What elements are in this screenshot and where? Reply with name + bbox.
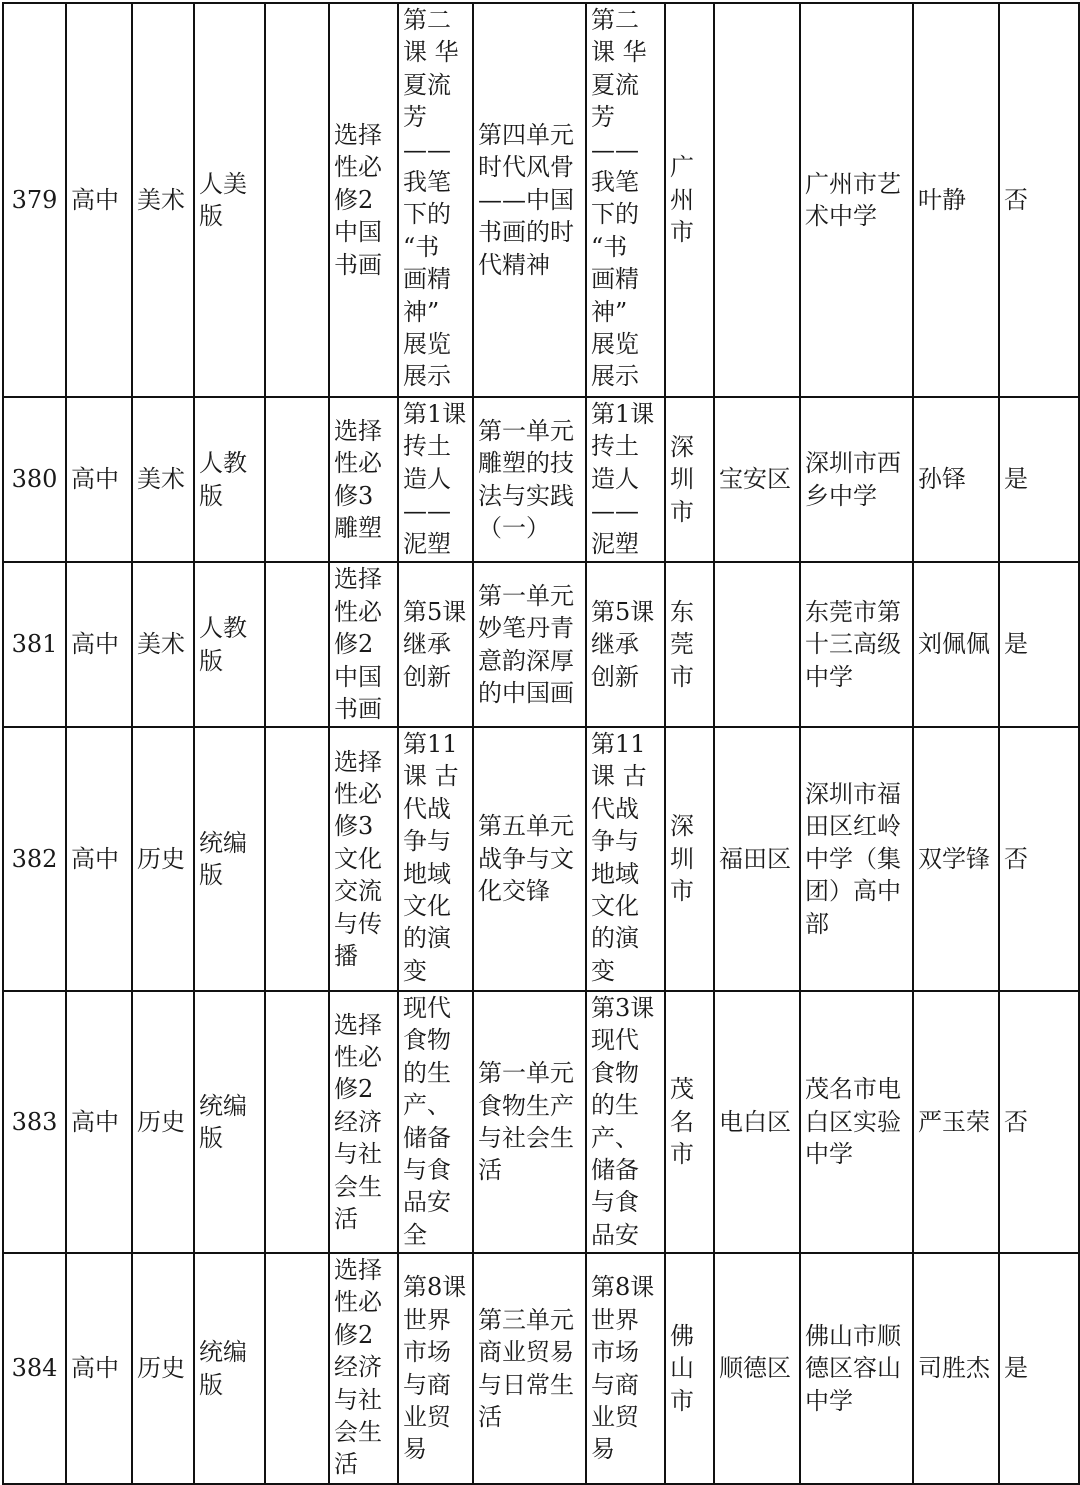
- teacher-name-cell: [913, 3, 999, 397]
- lesson-title-repeat-cell: [586, 1253, 665, 1484]
- subject-text: 美术: [137, 185, 185, 214]
- textbook-edition-cell: [194, 991, 265, 1253]
- unit-title-cell: [473, 727, 586, 991]
- city-cell: [665, 562, 714, 727]
- school-name-text: 佛山市顺 德区容山 中学: [805, 1321, 901, 1415]
- school-name-cell: [800, 1253, 913, 1484]
- textbook-volume-text: 选择 性必 修3 文化 交流 与传 播: [334, 747, 382, 971]
- textbook-volume-text: 选择 性必 修2 中国 书画: [334, 565, 382, 724]
- subject-text: 历史: [137, 1107, 185, 1136]
- lesson-title-cell: [398, 562, 473, 727]
- table-row: [3, 562, 1079, 727]
- lesson-title-cell: [398, 3, 473, 397]
- textbook-volume-cell: [329, 1253, 398, 1484]
- subject-text: 美术: [137, 465, 185, 494]
- status-flag-text: 否: [1004, 185, 1028, 214]
- table-row: [3, 397, 1079, 562]
- status-flag-cell: [999, 3, 1079, 397]
- district-text: 福田区: [719, 844, 791, 873]
- subject-cell: [132, 562, 194, 727]
- empty-cell: [265, 727, 329, 991]
- textbook-volume-cell: [329, 991, 398, 1253]
- school-stage-cell: [66, 727, 132, 991]
- status-flag-cell: [999, 1253, 1079, 1484]
- lesson-title-cell: [398, 991, 473, 1253]
- school-name-cell: [800, 3, 913, 397]
- serial-number-cell: [3, 3, 66, 397]
- table-body: [3, 3, 1079, 1484]
- subject-cell: [132, 3, 194, 397]
- teacher-name-text: 刘佩佩: [918, 630, 990, 659]
- school-stage-text: 高中: [71, 1354, 119, 1383]
- unit-title-cell: [473, 1253, 586, 1484]
- unit-title-cell: [473, 991, 586, 1253]
- empty-cell: [265, 562, 329, 727]
- school-stage-text: 高中: [71, 465, 119, 494]
- lesson-title-repeat-cell: [586, 397, 665, 562]
- lesson-title-text: 第二 课 华 夏流 芳 —— 我笔 下的 “书 画精 神” 展览 展示: [403, 6, 459, 391]
- textbook-volume-cell: [329, 397, 398, 562]
- district-cell: [714, 727, 800, 991]
- subject-cell: [132, 991, 194, 1253]
- lesson-title-text: 第1课 抟土 造人 —— 泥塑: [403, 400, 467, 558]
- lesson-title-repeat-text: 第二 课 华 夏流 芳 —— 我笔 下的 “书 画精 神” 展览 展示: [591, 6, 647, 391]
- serial-number-text: 381: [11, 630, 58, 659]
- unit-title-text: 第一单元 雕塑的技 法与实践 （一）: [478, 416, 574, 542]
- subject-cell: [132, 727, 194, 991]
- unit-title-cell: [473, 397, 586, 562]
- teacher-name-text: 孙铎: [918, 465, 966, 494]
- textbook-edition-cell: [194, 562, 265, 727]
- city-text: 深 圳 市: [670, 432, 694, 526]
- status-flag-cell: [999, 562, 1079, 727]
- lesson-title-repeat-text: 第8课 世界 市场 与商 业贸 易: [591, 1273, 655, 1464]
- lesson-title-cell: [398, 727, 473, 991]
- school-name-text: 深圳市西 乡中学: [805, 449, 901, 510]
- teacher-name-cell: [913, 397, 999, 562]
- status-flag-text: 是: [1004, 1354, 1028, 1383]
- serial-number-text: 382: [11, 844, 58, 873]
- serial-number-text: 379: [11, 185, 58, 214]
- teacher-name-text: 双学锋: [918, 844, 990, 873]
- city-text: 广 州 市: [670, 153, 694, 247]
- textbook-edition-cell: [194, 397, 265, 562]
- teacher-name-text: 严玉荣: [918, 1107, 990, 1136]
- table-row: [3, 727, 1079, 991]
- textbook-edition-text: 人教 版: [199, 449, 247, 510]
- textbook-edition-cell: [194, 3, 265, 397]
- serial-number-cell: [3, 991, 66, 1253]
- textbook-edition-text: 统编 版: [199, 1338, 247, 1399]
- serial-number-text: 380: [11, 465, 58, 494]
- teacher-name-cell: [913, 562, 999, 727]
- subject-text: 美术: [137, 630, 185, 659]
- school-stage-cell: [66, 991, 132, 1253]
- school-stage-cell: [66, 3, 132, 397]
- district-text: 顺德区: [719, 1354, 791, 1383]
- lesson-title-repeat-text: 第3课 现代 食物 的生 产、 储备 与食 品安: [591, 994, 655, 1249]
- lesson-title-text: 第8课 世界 市场 与商 业贸 易: [403, 1273, 467, 1464]
- serial-number-text: 383: [11, 1107, 58, 1136]
- subject-cell: [132, 397, 194, 562]
- teacher-name-cell: [913, 1253, 999, 1484]
- city-text: 佛 山 市: [670, 1321, 694, 1415]
- status-flag-text: 否: [1004, 844, 1028, 873]
- school-stage-text: 高中: [71, 844, 119, 873]
- empty-cell: [265, 397, 329, 562]
- serial-number-cell: [3, 1253, 66, 1484]
- school-name-cell: [800, 562, 913, 727]
- textbook-volume-cell: [329, 3, 398, 397]
- city-cell: [665, 727, 714, 991]
- lesson-title-cell: [398, 397, 473, 562]
- subject-text: 历史: [137, 1354, 185, 1383]
- district-cell: [714, 562, 800, 727]
- status-flag-cell: [999, 727, 1079, 991]
- textbook-volume-text: 选择 性必 修2 经济 与社 会生 活: [334, 1256, 382, 1479]
- textbook-volume-cell: [329, 727, 398, 991]
- empty-cell: [265, 3, 329, 397]
- unit-title-text: 第四单元 时代风骨 ——中国 书画的时 代精神: [478, 120, 574, 279]
- textbook-edition-text: 人教 版: [199, 614, 247, 675]
- district-text: 宝安区: [719, 465, 791, 494]
- school-name-text: 茂名市电 白区实验 中学: [805, 1075, 901, 1169]
- school-stage-text: 高中: [71, 185, 119, 214]
- subject-cell: [132, 1253, 194, 1484]
- school-stage-text: 高中: [71, 630, 119, 659]
- lesson-title-text: 第11 课 古 代战 争与 地域 文化 的演 变: [403, 730, 459, 985]
- lesson-title-repeat-cell: [586, 991, 665, 1253]
- textbook-volume-text: 选择 性必 修2 中国 书画: [334, 120, 382, 279]
- unit-title-cell: [473, 3, 586, 397]
- school-name-cell: [800, 397, 913, 562]
- school-stage-text: 高中: [71, 1107, 119, 1136]
- lesson-title-repeat-text: 第1课 抟土 造人 —— 泥塑: [591, 400, 655, 558]
- lesson-title-repeat-cell: [586, 562, 665, 727]
- lesson-title-repeat-cell: [586, 3, 665, 397]
- city-text: 深 圳 市: [670, 812, 694, 906]
- serial-number-cell: [3, 727, 66, 991]
- teacher-name-cell: [913, 991, 999, 1253]
- school-stage-cell: [66, 1253, 132, 1484]
- lesson-title-text: 现代 食物 的生 产、 储备 与食 品安 全: [403, 994, 451, 1249]
- textbook-volume-text: 选择 性必 修3 雕塑: [334, 416, 382, 542]
- unit-title-text: 第一单元 食物生产 与社会生 活: [478, 1059, 574, 1185]
- textbook-volume-text: 选择 性必 修2 经济 与社 会生 活: [334, 1010, 382, 1234]
- school-name-cell: [800, 727, 913, 991]
- teacher-name-text: 司胜杰: [918, 1354, 990, 1383]
- district-cell: [714, 397, 800, 562]
- district-cell: [714, 1253, 800, 1484]
- status-flag-text: 是: [1004, 465, 1028, 494]
- table-row: [3, 3, 1079, 397]
- city-text: 茂 名 市: [670, 1075, 694, 1169]
- textbook-edition-text: 人美版: [199, 169, 247, 230]
- textbook-edition-cell: [194, 727, 265, 991]
- subject-text: 历史: [137, 844, 185, 873]
- district-text: 电白区: [719, 1107, 791, 1136]
- city-cell: [665, 3, 714, 397]
- unit-title-text: 第一单元 妙笔丹青 意韵深厚 的中国画: [478, 581, 574, 707]
- school-stage-cell: [66, 397, 132, 562]
- empty-cell: [265, 991, 329, 1253]
- status-flag-cell: [999, 991, 1079, 1253]
- school-name-text: 深圳市福 田区红岭 中学（集 团）高中 部: [805, 779, 901, 938]
- course-table: [2, 2, 1080, 1485]
- status-flag-text: 是: [1004, 630, 1028, 659]
- textbook-edition-text: 统编 版: [199, 828, 247, 889]
- unit-title-text: 第五单元 战争与文 化交锋: [478, 812, 574, 906]
- textbook-edition-text: 统编 版: [199, 1091, 247, 1152]
- district-cell: [714, 991, 800, 1253]
- status-flag-cell: [999, 397, 1079, 562]
- school-stage-cell: [66, 562, 132, 727]
- lesson-title-text: 第5课 继承 创新: [403, 597, 467, 691]
- unit-title-text: 第三单元 商业贸易 与日常生 活: [478, 1305, 574, 1431]
- lesson-title-repeat-text: 第11 课 古 代战 争与 地域 文化 的演 变: [591, 730, 647, 985]
- teacher-name-cell: [913, 727, 999, 991]
- school-name-text: 东莞市第 十三高级 中学: [805, 597, 901, 691]
- textbook-edition-cell: [194, 1253, 265, 1484]
- city-text: 东 莞 市: [670, 597, 694, 691]
- serial-number-cell: [3, 562, 66, 727]
- school-name-cell: [800, 991, 913, 1253]
- city-cell: [665, 1253, 714, 1484]
- lesson-title-repeat-text: 第5课 继承 创新: [591, 597, 655, 691]
- school-name-text: 广州市艺 术中学: [805, 169, 901, 230]
- lesson-title-repeat-cell: [586, 727, 665, 991]
- status-flag-text: 否: [1004, 1107, 1028, 1136]
- table-row: [3, 991, 1079, 1253]
- textbook-volume-cell: [329, 562, 398, 727]
- teacher-name-text: 叶静: [918, 185, 966, 214]
- district-cell: [714, 3, 800, 397]
- table-row: [3, 1253, 1079, 1484]
- serial-number-cell: [3, 397, 66, 562]
- lesson-title-cell: [398, 1253, 473, 1484]
- city-cell: [665, 991, 714, 1253]
- unit-title-cell: [473, 562, 586, 727]
- empty-cell: [265, 1253, 329, 1484]
- serial-number-text: 384: [11, 1354, 58, 1383]
- city-cell: [665, 397, 714, 562]
